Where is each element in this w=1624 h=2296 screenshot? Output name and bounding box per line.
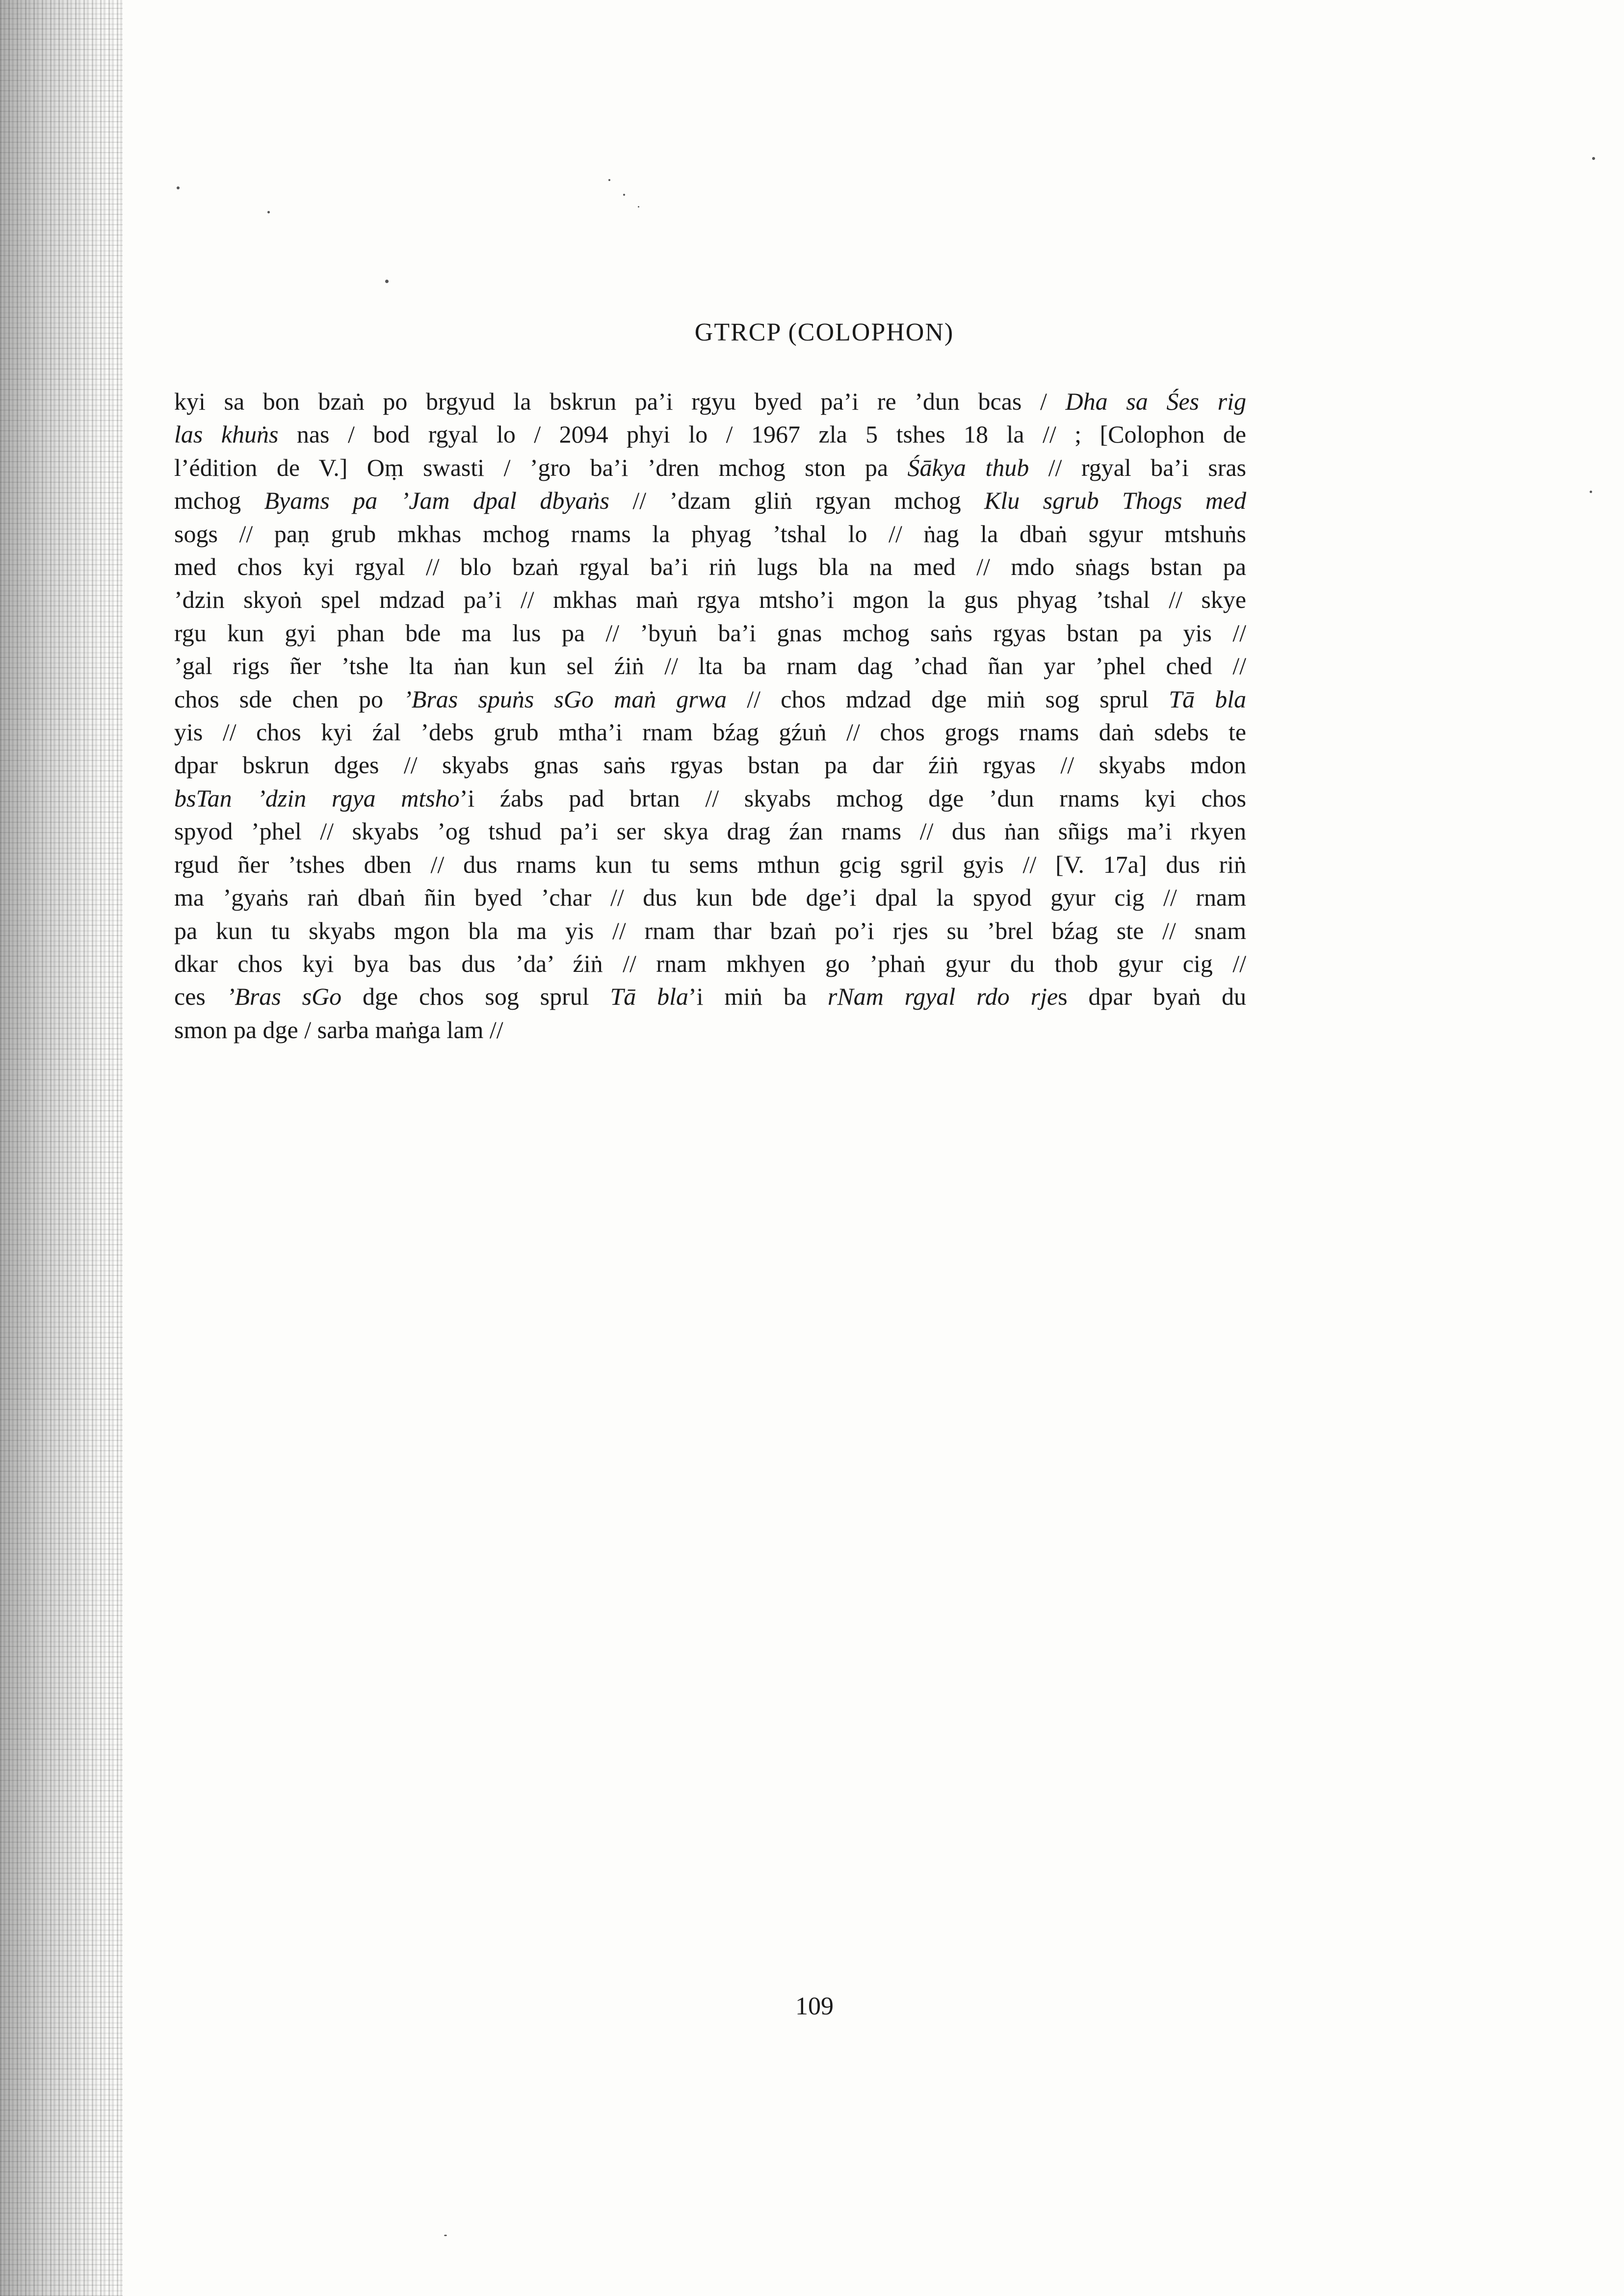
text-run: ma ’gyaṅs raṅ dbaṅ ñin byed ’char // dus kun bde dge’i dpal la spyod gyur cig // rnam (174, 884, 1246, 912)
colophon-line (174, 716, 1246, 749)
scan-speck (608, 179, 610, 181)
colophon-line (174, 947, 1246, 980)
scan-shadow-edge (0, 0, 123, 2296)
italic-name: Tā bla (610, 983, 688, 1011)
italic-name: Śākya thub (907, 453, 1029, 481)
italic-name: bsTan ’dzin rgya mtsho (174, 784, 460, 812)
text-run: ’gal rigs ñer ’tshe lta ṅan kun sel źiṅ // lta ba rnam dag ’chad ñan yar ’phel ched // (174, 652, 1246, 680)
running-header: GTRCP (COLOPHON) (694, 318, 954, 346)
italic-name: las khuṅs (174, 420, 279, 448)
text-run: mchog (174, 487, 264, 515)
colophon-line (174, 881, 1246, 914)
text-run: ’dzin skyoṅ spel mdzad pa’i // mkhas maṅ rgya mtsho’i mgon la gus phyag ’tshal // skye (174, 586, 1246, 614)
colophon-line (174, 815, 1246, 848)
colophon-line (174, 451, 1246, 484)
text-run: // ’dzam gliṅ rgyan mchog (609, 487, 985, 515)
scan-speck (444, 2235, 447, 2236)
colophon-line (174, 518, 1246, 550)
text-run: // rgyal ba’i sras (1029, 453, 1247, 481)
text-run: pa kun tu skyabs mgon bla ma yis // rnam thar bzaṅ po’i rjes su ’brel bźag ste // snam (174, 916, 1246, 944)
scan-speck (1590, 491, 1592, 493)
italic-name: ’Bras spuṅs sGo maṅ grwa (403, 685, 727, 713)
scan-speck (267, 211, 270, 213)
scan-speck (638, 206, 639, 208)
text-run: ces (174, 983, 227, 1011)
italic-name: Klu sgrub Thogs med (984, 487, 1246, 515)
colophon-line (174, 650, 1246, 682)
colophon-line (174, 418, 1246, 451)
text-run: med chos kyi rgyal // blo bzaṅ rgyal ba’i riṅ lugs bla na med // mdo sṅags bstan pa (174, 553, 1246, 581)
text-run: dpar bskrun dges // skyabs gnas saṅs rgyas bstan pa dar źiṅ rgyas // skyabs mdon (174, 751, 1246, 779)
colophon-line (174, 848, 1246, 881)
text-run: sogs // paṇ grub mkhas mchog rnams la phyag ’tshal lo // ṅag la dbaṅ sgyur mtshuṅs (174, 520, 1246, 548)
colophon-line (174, 749, 1246, 782)
italic-name: Byams pa ’Jam dpal dbyaṅs (264, 487, 609, 515)
text-run: rgud ñer ’tshes dben // dus rnams kun tu sems mthun gcig sgril gyis // [V. 17a] dus riṅ (174, 850, 1246, 878)
italic-name: ’Bras sGo (226, 983, 342, 1011)
colophon-line (174, 550, 1246, 583)
text-run: rgu kun gyi phan bde ma lus pa // ’byuṅ ba’i gnas mchog saṅs rgyas bstan pa yis // (174, 619, 1246, 647)
italic-name: rNam rgyal rdo rje (827, 983, 1058, 1011)
italic-name: Dha sa Śes rig (1065, 388, 1246, 415)
colophon-line (174, 914, 1246, 947)
colophon-line (174, 385, 1246, 418)
scan-speck (177, 186, 180, 189)
text-run: dge chos sog sprul (341, 983, 610, 1011)
text-run: yis // chos kyi źal ’debs grub mtha’i rnam bźag gźuṅ // chos grogs rnams daṅ sdebs te (174, 718, 1246, 746)
text-run: smon pa dge / sarba maṅga lam // (174, 1016, 503, 1044)
colophon-line (174, 782, 1246, 815)
colophon-line (174, 1014, 1246, 1046)
text-run: // chos mdzad dge miṅ sog sprul (727, 685, 1169, 713)
scan-speck (1592, 157, 1595, 160)
text-run: kyi sa bon bzaṅ po brgyud la bskrun pa’i rgyu byed pa’i re ’dun bcas / (174, 388, 1066, 415)
italic-name: Tā bla (1169, 685, 1247, 713)
colophon-line (174, 617, 1246, 650)
page-number: 109 (795, 1992, 834, 2020)
text-run: ’i źabs pad brtan // skyabs mchog dge ’dun rnams kyi chos (459, 784, 1246, 812)
colophon-line (174, 980, 1246, 1013)
text-run: ’i miṅ ba (688, 983, 828, 1011)
text-run: s dpar byaṅ du (1058, 983, 1246, 1011)
colophon-text (174, 385, 1246, 1046)
colophon-line (174, 484, 1246, 517)
text-run: chos sde chen po (174, 685, 404, 713)
scan-speck (385, 280, 389, 283)
text-run: spyod ’phel // skyabs ’og tshud pa’i ser skya drag źan rnams // dus ṅan sñigs ma’i rkyen (174, 817, 1246, 845)
colophon-line (174, 683, 1246, 716)
text-run: nas / bod rgyal lo / 2094 phyi lo / 1967 zla 5 tshes 18 la // ; [Colophon de (278, 420, 1247, 448)
text-run: l’édition de V.] Oṃ swasti / ’gro ba’i ’dren mchog ston pa (174, 453, 908, 481)
text-run: dkar chos kyi bya bas dus ’da’ źiṅ // rnam mkhyen go ’phaṅ gyur du thob gyur cig // (174, 949, 1246, 977)
scan-speck (623, 194, 625, 196)
colophon-line (174, 583, 1246, 616)
